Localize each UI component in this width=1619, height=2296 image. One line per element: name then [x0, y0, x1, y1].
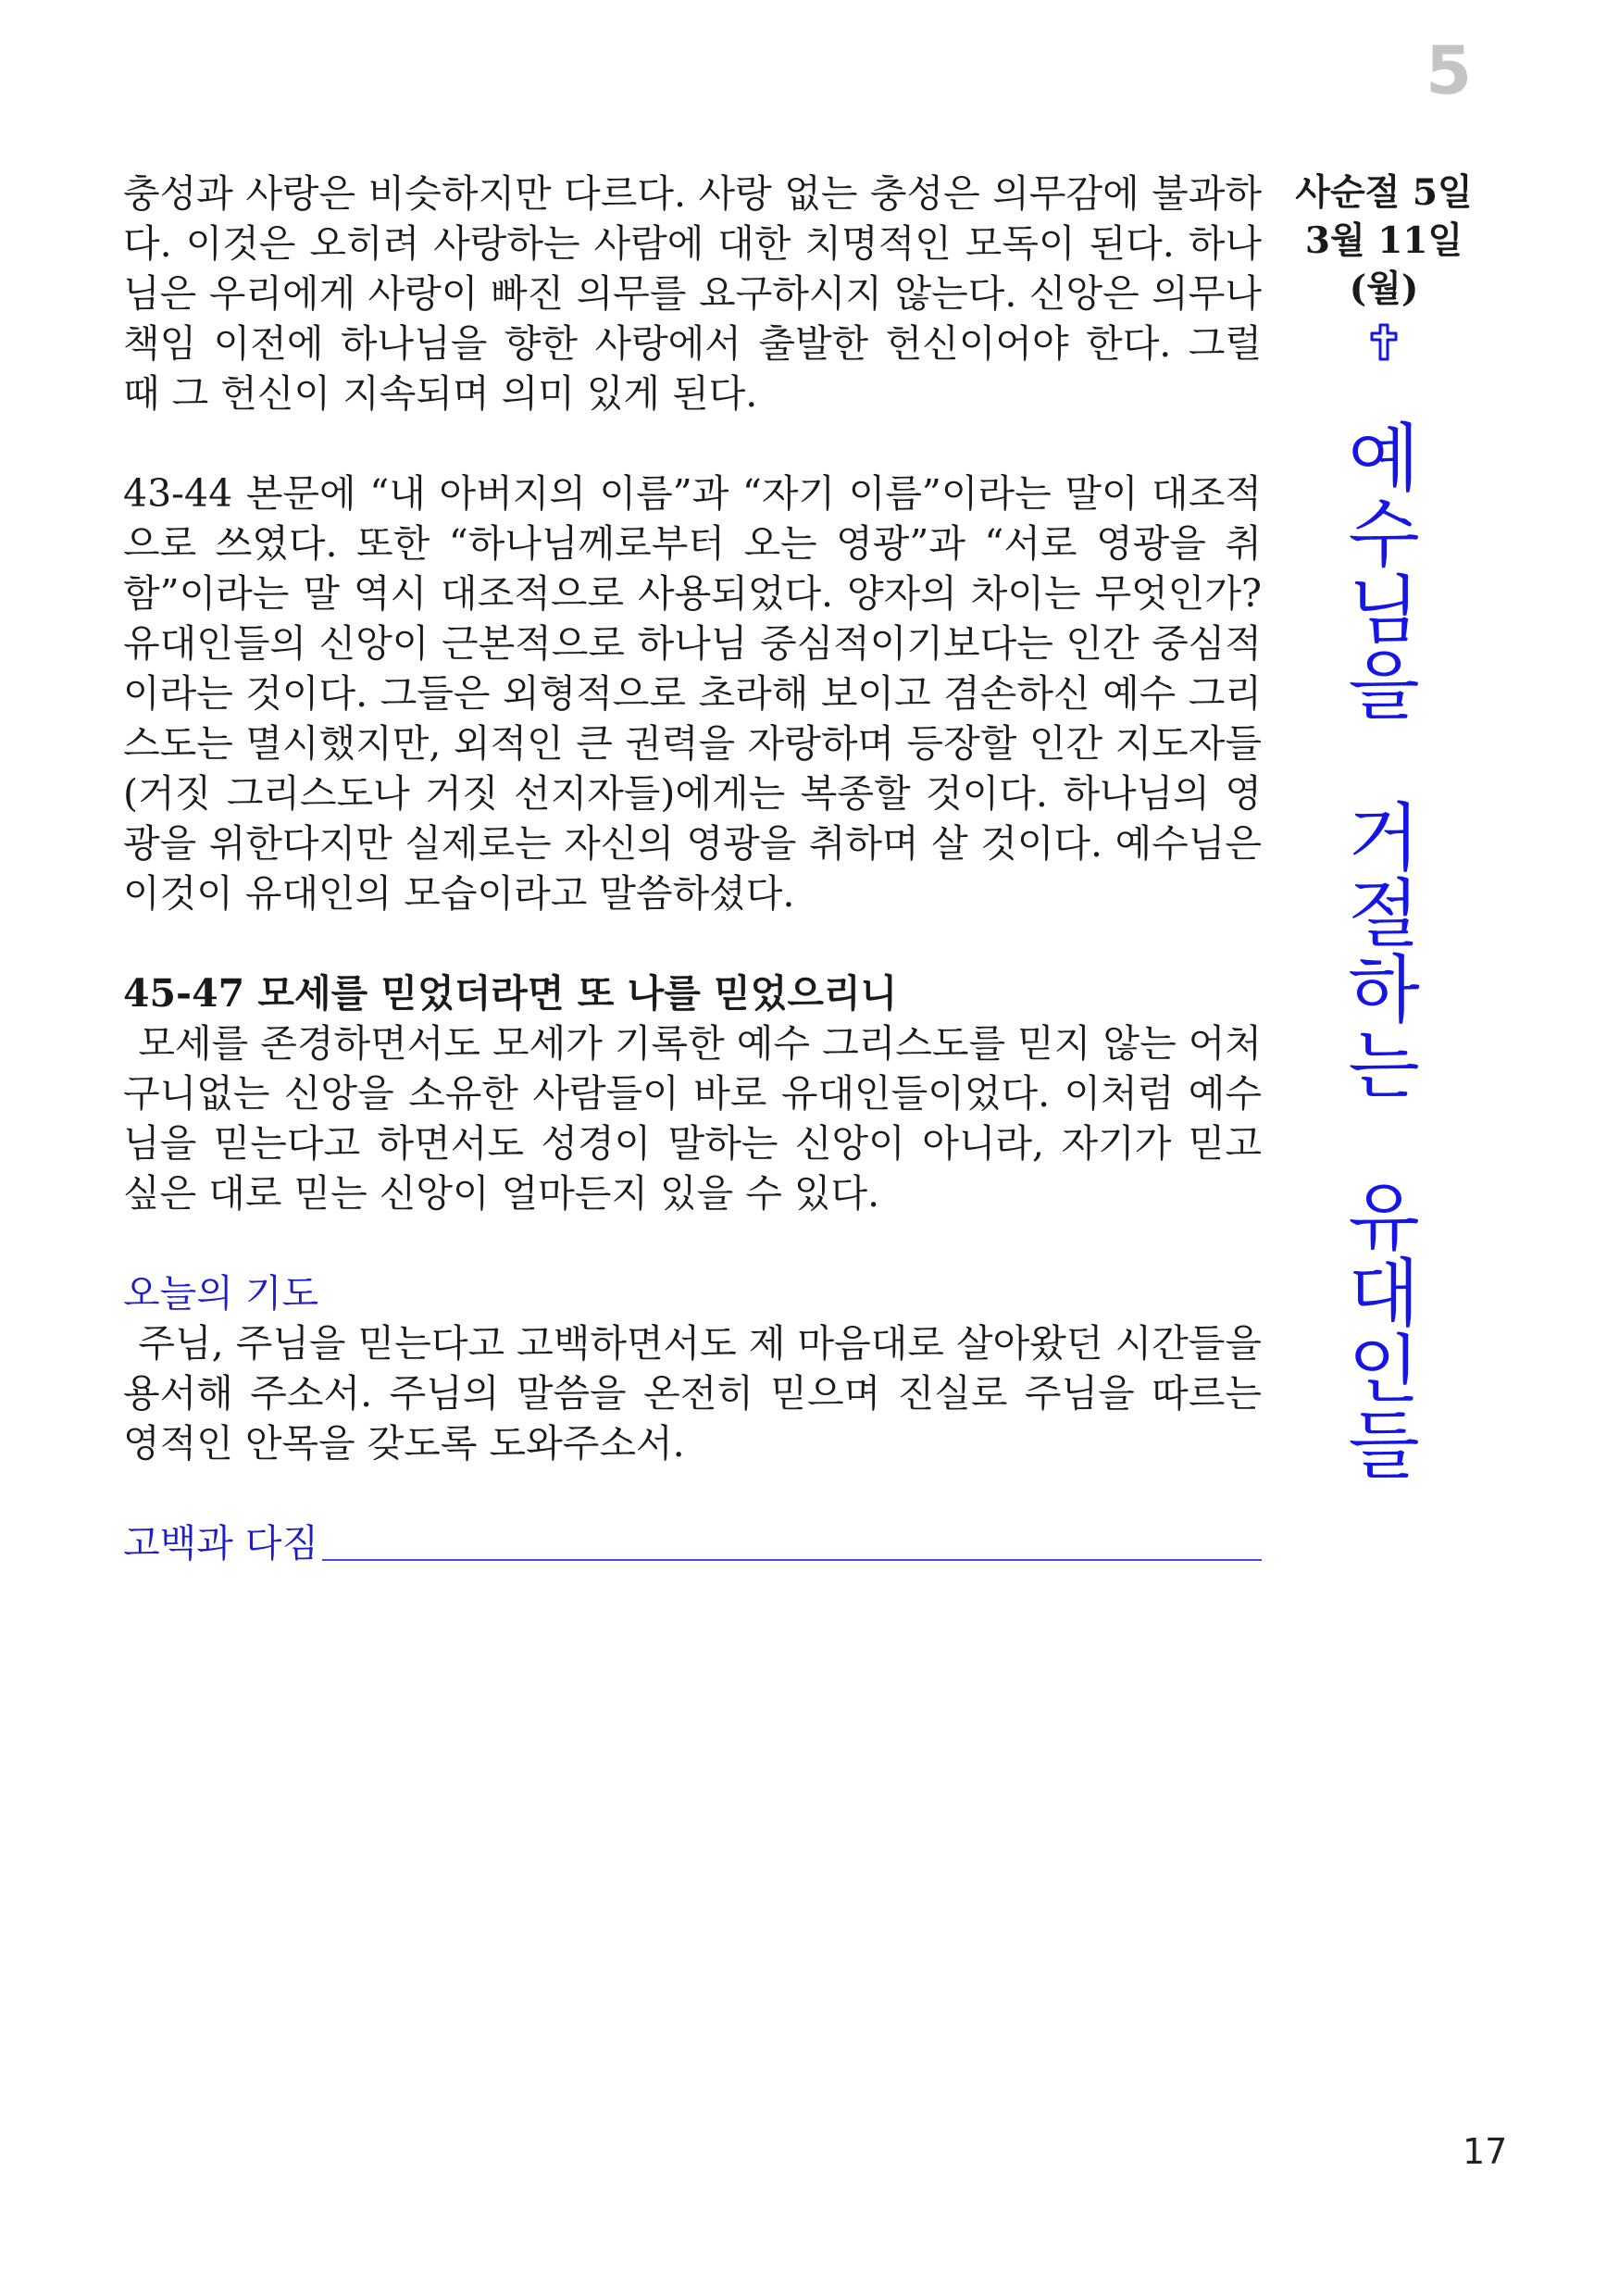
lent-day: 사순절 5일 — [1295, 171, 1473, 214]
title-char: 절 — [1348, 871, 1420, 957]
confession-line — [123, 1518, 1262, 1568]
writing-line — [322, 1559, 1262, 1561]
side-date — [1273, 168, 1495, 313]
cross-icon — [1361, 319, 1407, 366]
title-char — [1314, 725, 1453, 801]
paragraph-45-47: 모세를 존경하면서도 모세가 기록한 예수 그리스도를 믿지 않는 어처구니없는 신앙을 소유한 사람들이 바로 유대인들이었다. 이처럼 예수님을 믿는다고 하면서도 성경이 말하는 신앙이 아니라, 자기가 믿고 싶은 대로 믿는 신앙이 얼마든지 있을 수 있다. — [123, 1021, 1262, 1216]
heading-45-47: 45-47 모세를 믿었더라면 또 나를 믿었으리니 — [123, 971, 898, 1016]
title-char — [1314, 1104, 1453, 1180]
vertical-title — [1314, 416, 1453, 1489]
paragraph-43-44: 43-44 본문에 “내 아버지의 이름”과 “자기 이름”이라는 말이 대조적으로 쓰였다. 또한 “하나님께로부터 오는 영광”과 “서로 영광을 취함”이라는 말 역시 대조적으로 사용되었다. 양자의 차이는 무엇인가? 유대인들의 신앙이 근본적으로 하나님 중심적이기보다는 인간 중심적이라는 것이다. 그들은 외형적으로 초라해 보이고 겸손하신 예수 그리스도는 멸시했지만, 외적인 큰 권력을 자랑하며 등장할 인간 지도자들(거짓 그리스도나 거짓 선지자들)에게는 복종할 것이다. 하나님의 영광을 위한다지만 실제로는 자신의 영광을 취하며 살 것이다. 예수님은 이것이 유대인의 모습이라고 말씀하셨다. — [123, 471, 1262, 916]
title-char: 을 — [1348, 643, 1420, 730]
title-char: 하 — [1348, 947, 1420, 1033]
title-char: 인 — [1348, 1327, 1420, 1413]
paragraph-love-loyalty: 충성과 사랑은 비슷하지만 다르다. 사랑 없는 충성은 의무감에 불과하다. 이것은 오히려 사랑하는 사람에 대한 치명적인 모독이 된다. 하나님은 우리에게 사랑이 빠진 의무를 요구하시지 않는다. 신앙은 의무나 책임 이전에 하나님을 향한 사랑에서 출발한 헌신이어야 한다. 그럴 때 그 헌신이 지속되며 의미 있게 된다. — [123, 171, 1262, 416]
calendar-date: 3월 11일(월) — [1304, 219, 1463, 310]
title-char: 수 — [1348, 492, 1420, 578]
title-char: 대 — [1348, 1251, 1420, 1337]
title-char: 님 — [1348, 568, 1420, 654]
title-char: 유 — [1348, 1175, 1420, 1261]
title-char: 예 — [1348, 416, 1420, 502]
day-number: 5 — [1425, 31, 1473, 109]
title-char: 는 — [1348, 1023, 1420, 1109]
page-number: 17 — [1463, 2131, 1508, 2172]
title-char: 거 — [1348, 795, 1420, 881]
title-char: 들 — [1348, 1403, 1420, 1489]
main-content — [123, 168, 1262, 1568]
confession-label: 고백과 다짐 — [123, 1521, 319, 1566]
prayer-text: 주님, 주님을 믿는다고 고백하면서도 제 마음대로 살아왔던 시간들을 용서해 주소서. 주님의 말씀을 온전히 믿으며 진실로 주님을 따르는 영적인 안목을 갖도록 도와주소서. — [123, 1321, 1262, 1466]
prayer-title: 오늘의 기도 — [123, 1271, 319, 1316]
